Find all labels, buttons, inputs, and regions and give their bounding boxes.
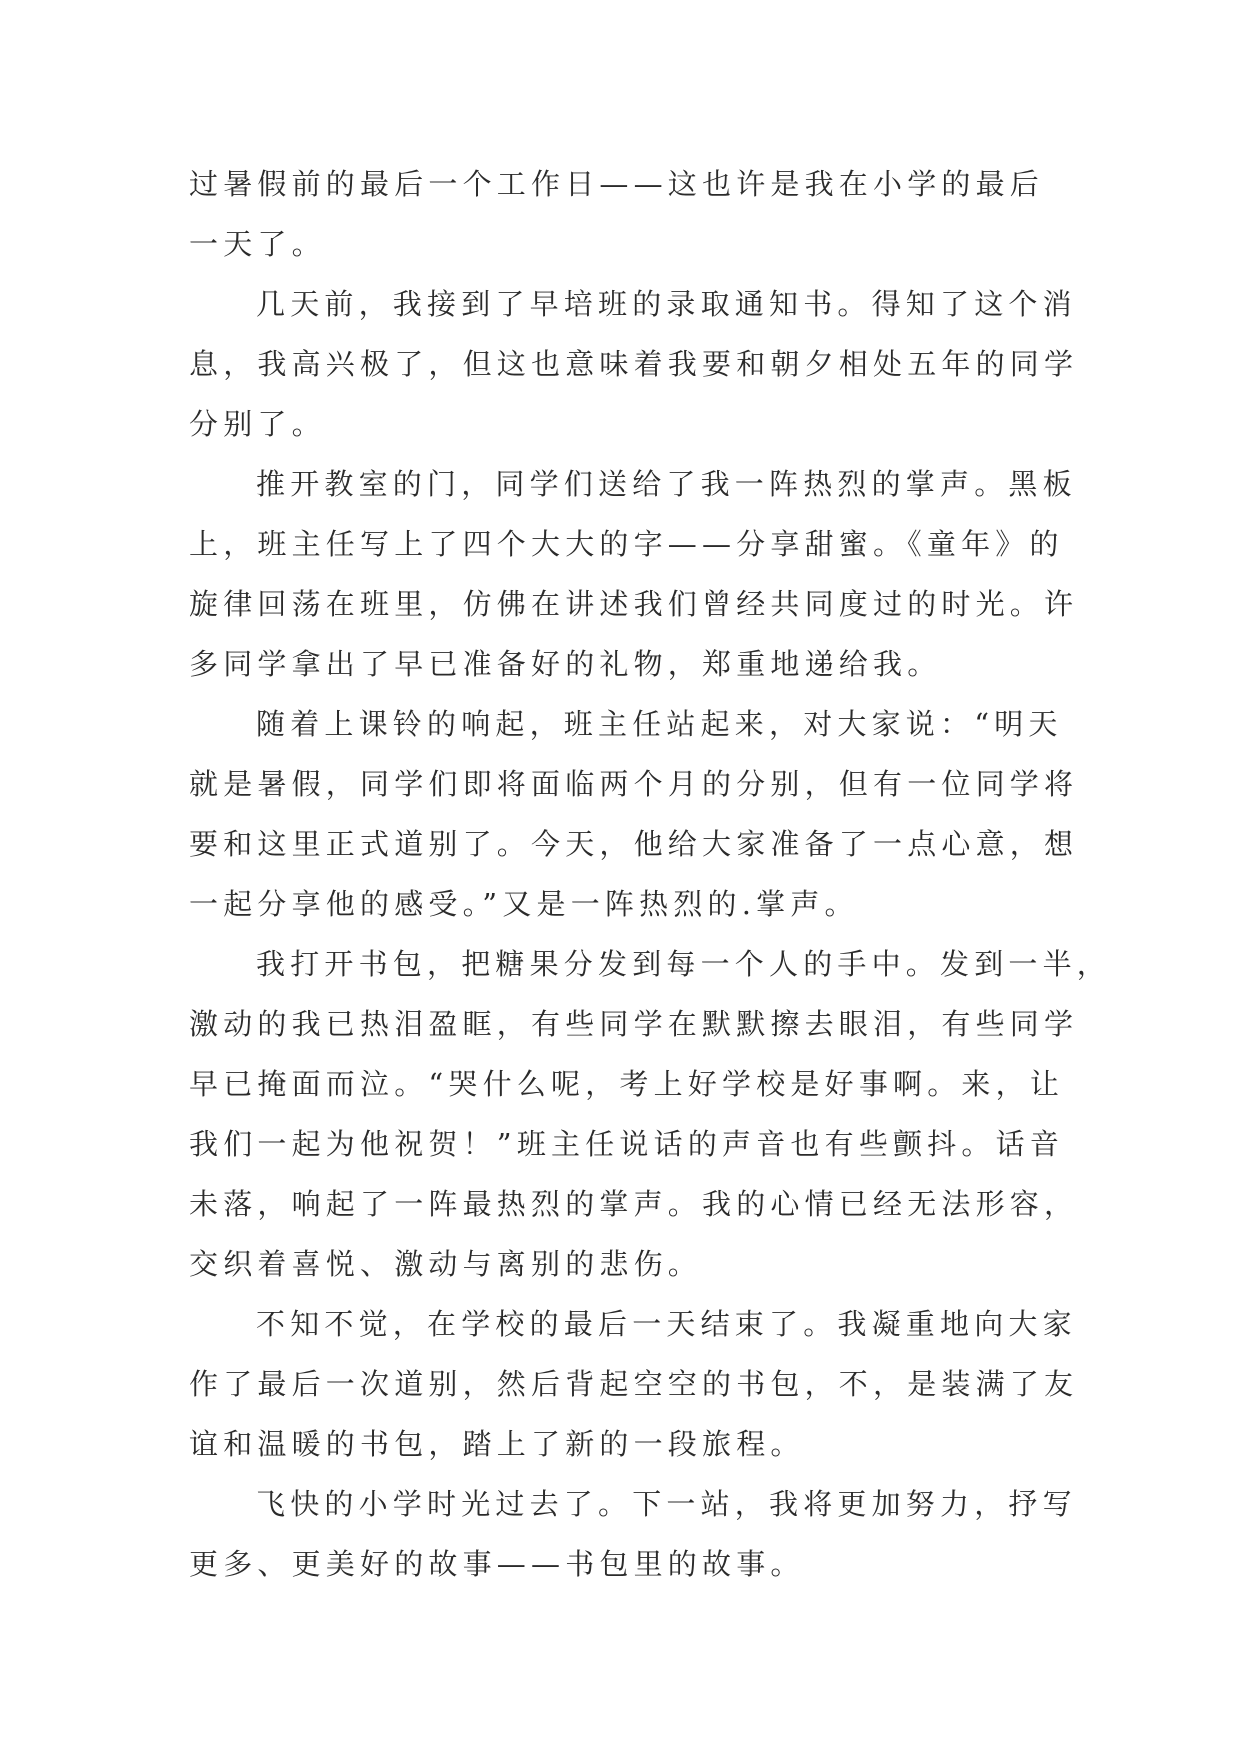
- paragraph-start-line: 随着上课铃的响起，班主任站起来，对大家说：“明天: [256, 707, 1063, 741]
- text-line: 就是暑假，同学们即将面临两个月的分别，但有一位同学将: [189, 767, 1079, 801]
- text-line: 激动的我已热泪盈眶，有些同学在默默擦去眼泪，有些同学: [189, 1007, 1079, 1041]
- text-line: 旋律回荡在班里，仿佛在讲述我们曾经共同度过的时光。许: [189, 587, 1079, 621]
- text-line: 息，我高兴极了，但这也意味着我要和朝夕相处五年的同学: [189, 347, 1079, 381]
- paragraph-start-line: 推开教室的门，同学们送给了我一阵热烈的掌声。黑板: [256, 467, 1077, 501]
- text-line: 多同学拿出了早已准备好的礼物，郑重地递给我。: [189, 647, 942, 681]
- text-line: 我们一起为他祝贺！”班主任说话的声音也有些颤抖。话音: [189, 1127, 1065, 1161]
- essay-body: [189, 154, 1112, 1594]
- text-line: 作了最后一次道别，然后背起空空的书包，不，是装满了友: [189, 1367, 1079, 1401]
- text-line: 未落，响起了一阵最热烈的掌声。我的心情已经无法形容，: [189, 1187, 1079, 1221]
- text-line: 过暑假前的最后一个工作日——这也许是我在小学的最后: [189, 167, 1045, 201]
- paragraph-start-line: 我打开书包，把糖果分发到每一个人的手中。发到一半，: [256, 947, 1112, 981]
- text-line: 要和这里正式道别了。今天，他给大家准备了一点心意，想: [189, 827, 1079, 861]
- text-line: 早已掩面而泣。“哭什么呢，考上好学校是好事啊。来，让: [189, 1067, 1065, 1101]
- text-line: 分别了。: [189, 407, 326, 441]
- text-line: 交织着喜悦、激动与离别的悲伤。: [189, 1247, 703, 1281]
- text-line: 上，班主任写上了四个大大的字——分享甜蜜。《童年》的: [189, 527, 1064, 561]
- text-line: 更多、更美好的故事——书包里的故事。: [189, 1547, 805, 1581]
- text-line: 一起分享他的感受。”又是一阵热烈的.掌声。: [189, 887, 859, 921]
- paragraph-start-line: 飞快的小学时光过去了。下一站，我将更加努力，抒写: [256, 1487, 1077, 1521]
- paragraph-start-line: 不知不觉，在学校的最后一天结束了。我凝重地向大家: [256, 1307, 1077, 1341]
- paragraph-start-line: 几天前，我接到了早培班的录取通知书。得知了这个消: [256, 287, 1077, 321]
- text-line: 谊和温暖的书包，踏上了新的一段旅程。: [189, 1427, 805, 1461]
- text-line: 一天了。: [189, 227, 326, 261]
